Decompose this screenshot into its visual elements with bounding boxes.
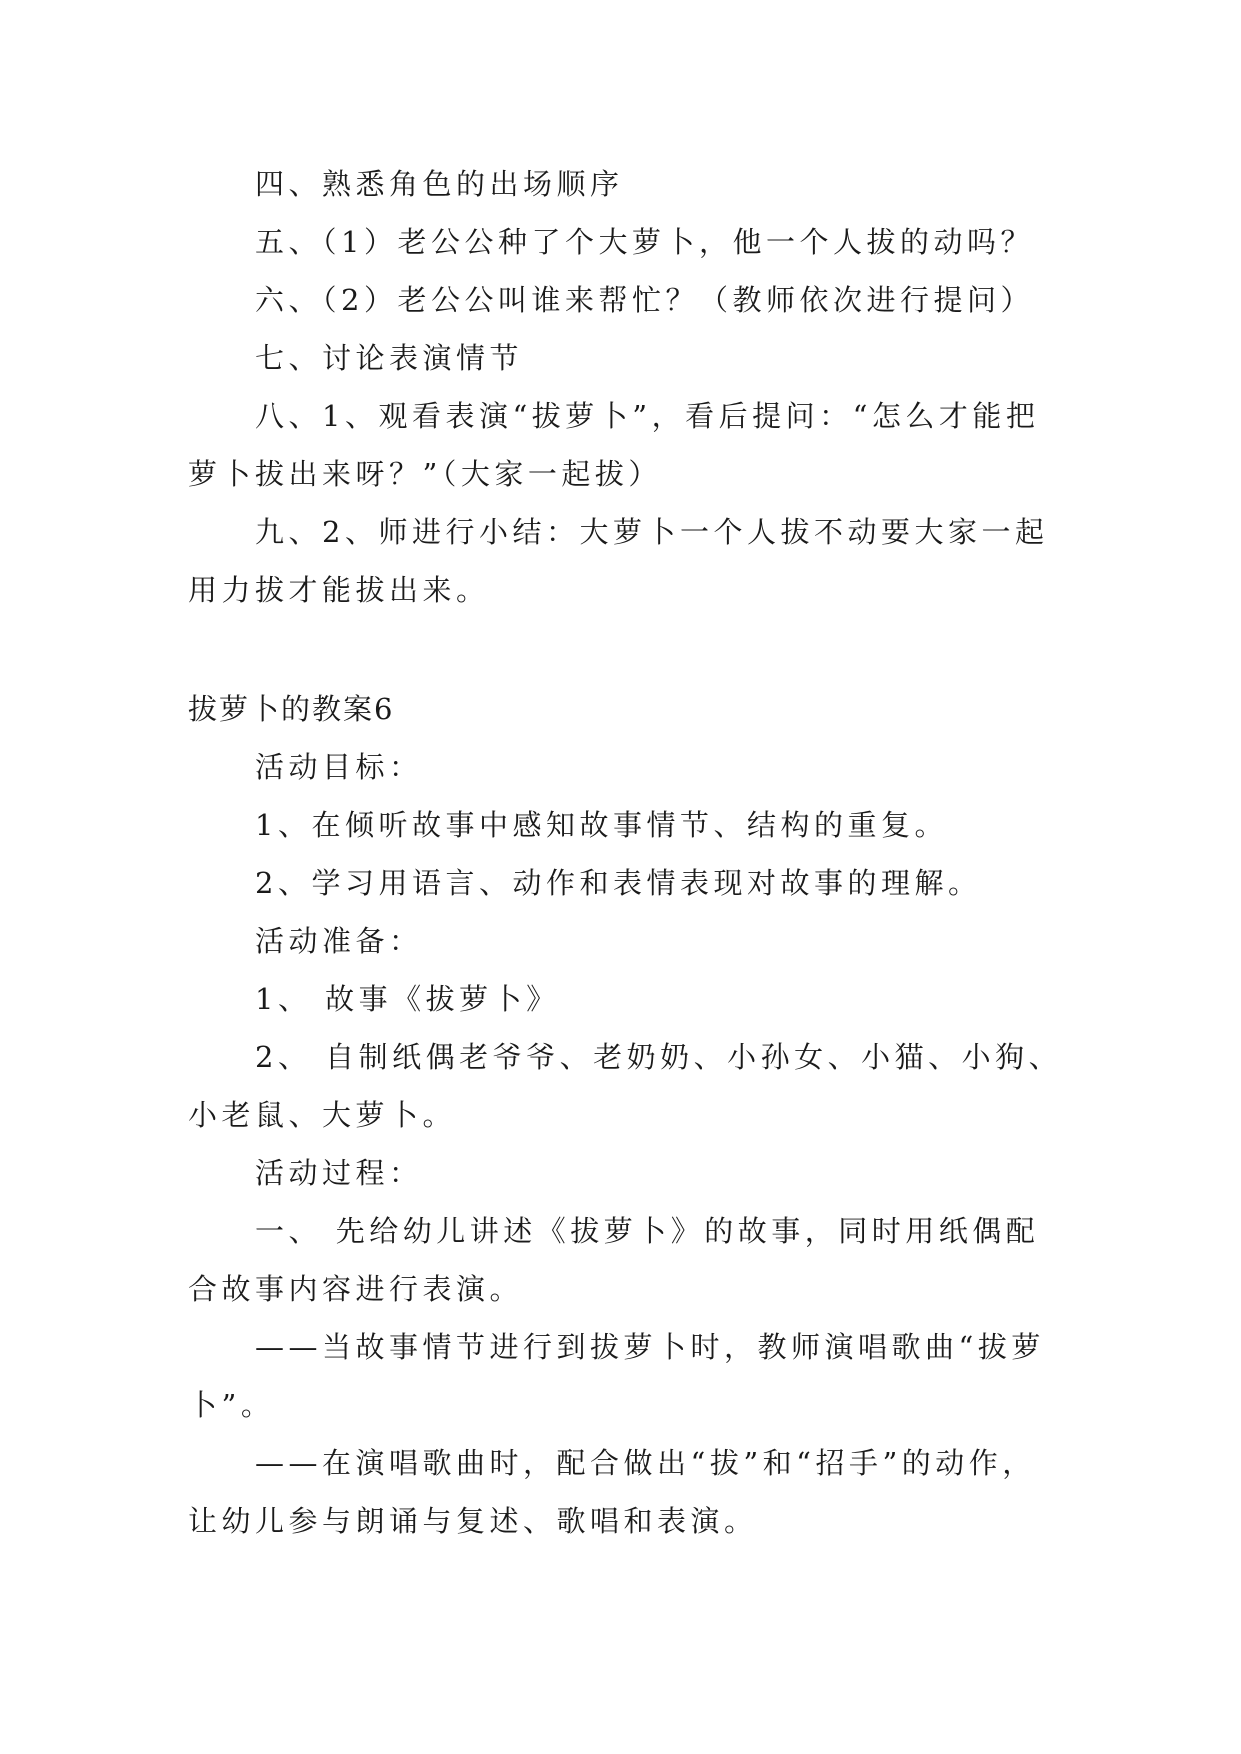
text-line: 五、（1）老公公种了个大萝卜，他一个人拔的动吗？: [255, 225, 1034, 259]
text-line: 小老鼠、大萝卜。: [188, 1098, 457, 1132]
text-line: 活动目标：: [255, 750, 423, 784]
text-line: 1、 故事《拔萝卜》: [255, 982, 560, 1016]
text-line: 2、 自制纸偶老爷爷、老奶奶、小孙女、小猫、小狗、: [255, 1040, 1063, 1074]
text-line: 萝卜拔出来呀？”（大家一起拔）: [188, 457, 662, 491]
text-line: 一、 先给幼儿讲述《拔萝卜》的故事，同时用纸偶配: [255, 1214, 1040, 1248]
text-line: 七、讨论表演情节: [255, 341, 524, 375]
text-line: 六、（2）老公公叫谁来帮忙？（教师依次进行提问）: [255, 283, 1034, 317]
text-line: 活动过程：: [255, 1156, 423, 1190]
text-line: 八、1、观看表演“拔萝卜”，看后提问：“怎么才能把: [255, 399, 1040, 433]
section-title: 拔萝卜的教案6: [188, 692, 395, 726]
text-line: 卜”。: [188, 1388, 275, 1422]
text-line: 2、学习用语言、动作和表情表现对故事的理解。: [255, 866, 982, 900]
text-line: ——当故事情节进行到拔萝卜时，教师演唱歌曲“拔萝: [255, 1330, 1045, 1364]
text-line: 用力拔才能拔出来。: [188, 573, 490, 607]
text-line: 让幼儿参与朗诵与复述、歌唱和表演。: [188, 1504, 758, 1538]
text-line: 1、在倾听故事中感知故事情节、结构的重复。: [255, 808, 948, 842]
text-line: 合故事内容进行表演。: [188, 1272, 524, 1306]
text-line: ——在演唱歌曲时，配合做出“拔”和“招手”的动作，: [255, 1446, 1036, 1480]
text-line: 四、熟悉角色的出场顺序: [255, 167, 624, 201]
text-line: 九、2、师进行小结：大萝卜一个人拔不动要大家一起: [255, 515, 1049, 549]
text-line: 活动准备：: [255, 924, 423, 958]
